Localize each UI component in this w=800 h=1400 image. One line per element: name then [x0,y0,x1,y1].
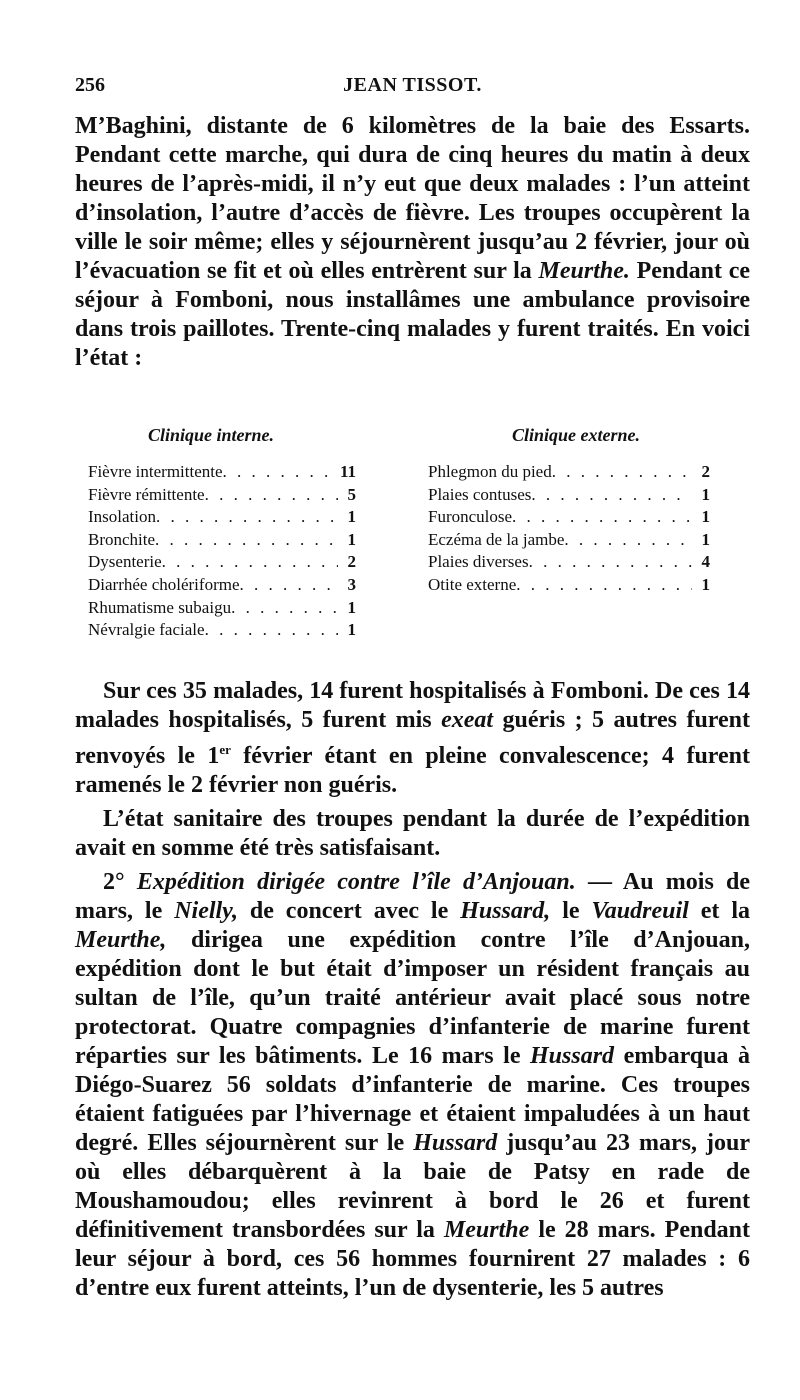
leader-dots [240,574,339,597]
section-number: 2° [103,869,125,895]
list-item [88,529,356,552]
item-label: Plaies contuses [428,484,532,504]
list-item [88,484,356,507]
paragraph-4-d: et la [700,898,751,924]
list-item [428,506,710,529]
list-item [428,551,710,574]
exeat-term: exeat [441,707,494,733]
ship-name: Meurthe. [538,258,630,284]
item-label: Rhumatisme subaigu [88,597,232,617]
paragraph-4-f: embarqua à Diégo-Suarez 56 soldats d’infanterie de marine. Ces troupes étaient fatiguées par l’hivernage et étaient impaludées à un haut degré. Elles séjournèrent sur le [75,1043,751,1156]
clinique-externe-title: Clinique externe. [512,425,641,445]
ship-name: Meurthe [443,1217,530,1243]
list-item [428,529,710,552]
leader-dots [205,619,338,642]
list-item [88,506,356,529]
list-item [88,461,356,484]
list-item [428,461,710,484]
leader-dots [156,506,338,529]
superscript-er: er [219,742,231,757]
paragraph-1-rest: Pendant ce séjour à Fomboni, nous installâmes une ambulance provisoire dans trois paillotes. Trente-cinq malades y furent traités. En voici l’état : [75,258,751,371]
leader-dots [205,484,338,507]
paragraph-2-c: février étant en pleine convalescence; 4 furent ramenés le 2 février non guéris. [75,743,751,798]
paragraph-3: L’état sanitaire des troupes pendant la durée de l’expédition avait en somme été très satisfaisant. [75,806,750,861]
paragraph-1-text: M’Baghini, distante de 6 kilomètres de la baie des Essarts. Pendant cette marche, qui dura de cinq heures du matin à deux heures de l’après-midi, il n’y eut que deux malades : l’un atteint d’insolation, l’autre d’accès de fièvre. Les troupes occupèrent la ville le soir même; elles y séjournèrent jusqu’au 2 février, jour où l’évacuation se fit et où elles entrèrent sur la [75,113,750,284]
item-count: 5 [347,484,356,504]
paragraph-1 [75,112,750,373]
paragraph-4-g: jusqu’au 23 mars, jour où elles débarquèrent à la baie de Patsy en rade de Moushamoudou; elles revinrent à bord le 26 et furent définitivement transbordées sur la [75,1130,751,1243]
running-title: JEAN TISSOT. [343,74,482,96]
ship-name: Hussard, [460,898,551,924]
list-item [88,619,356,642]
clinique-interne-list [88,461,356,642]
paragraph-4-h: le 28 mars. Pendant leur séjour à bord, ces 56 hommes fournirent 27 malades : 6 d’entre eux furent atteints, l’un de dysenterie, les 5 autres [75,1217,751,1301]
item-count: 1 [701,484,710,504]
item-label: Furonculose [428,507,513,527]
leader-dots [531,484,692,507]
leader-dots [512,506,692,529]
list-item [88,574,356,597]
clinique-externe-list [428,461,710,597]
ship-name: Vaudreuil [591,898,689,924]
item-label: Insolation [88,507,156,527]
leader-dots [552,461,692,484]
item-count: 1 [701,529,710,549]
paragraph-4-b: de concert avec le [249,898,449,924]
paragraph-4-c: le [562,898,580,924]
list-item [428,484,710,507]
item-label: Otite externe [428,574,517,594]
item-label: Plaies diverses [428,552,529,572]
item-count: 2 [701,462,710,481]
item-label: Névralgie faciale [88,620,205,640]
item-label: Dysenterie [88,552,162,572]
page-number: 256 [75,74,105,96]
item-count: 1 [347,507,356,527]
ship-name: Hussard [413,1130,498,1156]
item-label: Fièvre rémittente [88,484,205,504]
section-title: Expédition dirigée contre l’île d’Anjouan. [136,869,576,895]
paragraph-2-a: Sur ces 35 malades, 14 furent hospitalisés à Fomboni. De ces 14 malades hospitalisés, 5 furent mis [75,678,750,733]
item-count: 1 [347,529,356,549]
leader-dots [516,574,692,597]
item-count: 2 [347,552,356,572]
leader-dots [529,551,692,574]
paragraph-2-b: guéris ; 5 autres furent renvoyés le 1 [75,707,751,769]
leader-dots [155,529,338,552]
paragraph-4-e: dirigea une expédition contre l’île d’Anjouan, expédition dont le but était d’imposer un résident français au sultan de l’île, qu’un traité antérieur avait placé sous notre protectorat. Quatre compagnies d’infanterie de marine furent réparties sur les bâtiments. Le 16 mars le [75,927,751,1069]
leader-dots [564,529,692,552]
item-count: 1 [701,507,710,527]
item-label: Diarrhée cholériforme [88,574,240,594]
item-label: Phlegmon du pied [428,462,552,481]
item-count: 1 [347,597,356,617]
clinique-interne-title: Clinique interne. [148,425,275,445]
item-count: 11 [339,462,356,481]
item-count: 1 [347,620,356,640]
ship-name: Meurthe, [75,927,167,953]
ship-name: Hussard [530,1043,615,1069]
leader-dots [162,551,338,574]
item-label: Eczéma de la jambe [428,529,565,549]
paragraph-4 [75,868,750,1303]
item-label: Bronchite [88,529,156,549]
page-header [75,74,750,104]
item-count: 1 [701,574,710,594]
list-item [88,551,356,574]
item-label: Fièvre intermittente [88,462,223,481]
paragraph-4-a: — Au mois de mars, le [75,869,751,924]
list-item [428,574,710,597]
item-count: 4 [701,552,710,572]
leader-dots [231,597,338,620]
list-item [88,597,356,620]
paragraph-2 [75,677,750,800]
item-count: 3 [347,574,356,594]
leader-dots [223,461,338,484]
ship-name: Nielly, [174,898,238,924]
